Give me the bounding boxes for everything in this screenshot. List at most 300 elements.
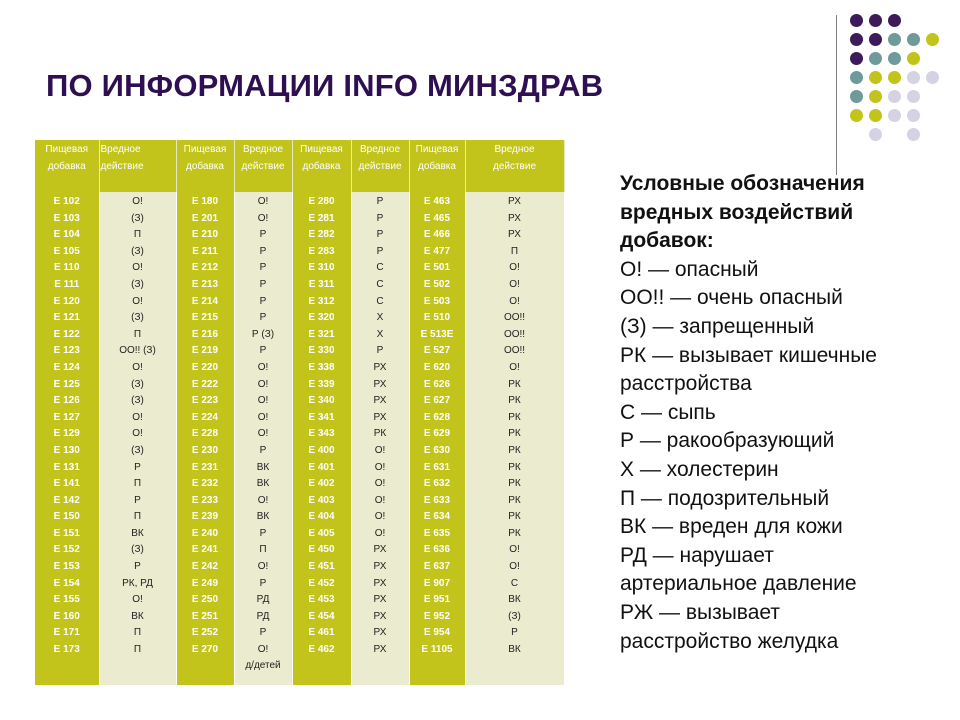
additive-code-cell: Е 122: [35, 327, 99, 344]
harm-effect-cell: Х: [351, 327, 409, 344]
harm-effect-cell: (З): [99, 377, 176, 394]
harm-effect-cell: РХ: [351, 642, 409, 685]
additive-code-cell: Е 228: [176, 426, 234, 443]
additive-code-cell: Е 222: [176, 377, 234, 394]
legend-heading: Условные обозначения: [620, 172, 865, 195]
harm-effect-cell: (З): [99, 277, 176, 294]
harm-effect-cell: РК: [465, 509, 564, 526]
decor-dot: [888, 109, 901, 122]
header-cell-additive: Пищевая добавка: [292, 140, 351, 192]
additive-code-cell: Е 502: [409, 277, 465, 294]
harm-effect-cell: РХ: [465, 192, 564, 211]
harm-effect-cell: О!: [465, 260, 564, 277]
harm-effect-cell: РХ: [351, 410, 409, 427]
table-row: [35, 192, 564, 211]
harm-effect-cell: ОО!!: [465, 310, 564, 327]
table-row: [35, 542, 564, 559]
decor-dot: [888, 71, 901, 84]
harm-effect-cell: Р: [234, 576, 292, 593]
harm-effect-cell: С: [351, 260, 409, 277]
harm-effect-cell: (З): [99, 244, 176, 261]
legend-item: О! — опасный: [620, 257, 759, 281]
additive-code-cell: Е 223: [176, 393, 234, 410]
additive-code-cell: Е 907: [409, 576, 465, 593]
harm-effect-cell: О!: [234, 559, 292, 576]
harm-effect-cell: РК: [465, 526, 564, 543]
additive-code-cell: Е 282: [292, 227, 351, 244]
additive-code-cell: Е 501: [409, 260, 465, 277]
additive-code-cell: Е 463: [409, 192, 465, 211]
harm-effect-cell: (З): [99, 393, 176, 410]
harm-effect-cell: Р: [234, 260, 292, 277]
harm-effect-cell: Р: [99, 460, 176, 477]
table-row: [35, 460, 564, 477]
header-cell-effect: Вредное действие: [234, 140, 292, 192]
additive-code-cell: Е 401: [292, 460, 351, 477]
additive-code-cell: Е 151: [35, 526, 99, 543]
table-row: [35, 609, 564, 626]
additive-code-cell: Е 450: [292, 542, 351, 559]
harm-effect-cell: РК: [465, 410, 564, 427]
additive-code-cell: Е 152: [35, 542, 99, 559]
additive-code-cell: Е 214: [176, 294, 234, 311]
additives-table: [35, 140, 565, 685]
harm-effect-cell: Р: [234, 343, 292, 360]
table-header-row: [35, 140, 564, 192]
harm-effect-cell: РХ: [351, 542, 409, 559]
additive-code-cell: Е 250: [176, 592, 234, 609]
harm-effect-cell: О!: [465, 360, 564, 377]
table-row: [35, 343, 564, 360]
harm-effect-cell: ВК: [99, 526, 176, 543]
harm-effect-cell: РХ: [351, 576, 409, 593]
additive-code-cell: Е 270: [176, 642, 234, 685]
additive-code-cell: Е 466: [409, 227, 465, 244]
additive-code-cell: Е 405: [292, 526, 351, 543]
harm-effect-cell: О!: [465, 277, 564, 294]
harm-effect-cell: РК: [465, 460, 564, 477]
legend-item: РК — вызывает кишечные: [620, 343, 877, 367]
harm-effect-cell: РХ: [351, 592, 409, 609]
additive-code-cell: Е 452: [292, 576, 351, 593]
decor-dot: [850, 52, 863, 65]
table-row: [35, 227, 564, 244]
additive-code-cell: Е 634: [409, 509, 465, 526]
harm-effect-cell: РХ: [351, 559, 409, 576]
additive-code-cell: Е 249: [176, 576, 234, 593]
harm-effect-cell: Р: [234, 310, 292, 327]
harm-effect-cell: Р: [234, 294, 292, 311]
harm-effect-cell: РК: [465, 377, 564, 394]
additive-code-cell: Е 629: [409, 426, 465, 443]
harm-effect-cell: О!: [234, 493, 292, 510]
harm-effect-cell: (З): [99, 542, 176, 559]
additive-code-cell: Е 130: [35, 443, 99, 460]
additive-code-cell: Е 180: [176, 192, 234, 211]
harm-effect-cell: П: [99, 327, 176, 344]
harm-effect-cell: Р: [234, 227, 292, 244]
additive-code-cell: Е 343: [292, 426, 351, 443]
harm-effect-cell: О!: [99, 260, 176, 277]
additive-code-cell: Е 155: [35, 592, 99, 609]
harm-effect-cell: Р: [234, 625, 292, 642]
harm-effect-cell: РК: [465, 393, 564, 410]
additive-code-cell: Е 461: [292, 625, 351, 642]
harm-effect-cell: О!: [351, 493, 409, 510]
harm-effect-cell: О!: [351, 476, 409, 493]
decor-dot: [907, 52, 920, 65]
harm-effect-cell: (З): [465, 609, 564, 626]
additive-code-cell: Е 219: [176, 343, 234, 360]
additive-code-cell: Е 340: [292, 393, 351, 410]
harm-effect-cell: С: [351, 277, 409, 294]
additive-code-cell: Е 626: [409, 377, 465, 394]
harm-effect-cell: РХ: [351, 625, 409, 642]
harm-effect-cell: П: [234, 542, 292, 559]
additive-code-cell: Е 510: [409, 310, 465, 327]
additive-code-cell: Е 124: [35, 360, 99, 377]
additive-code-cell: Е 453: [292, 592, 351, 609]
harm-effect-cell: ОО!!: [465, 343, 564, 360]
harm-effect-cell: ВК: [234, 476, 292, 493]
decor-dot: [888, 52, 901, 65]
table-row: [35, 393, 564, 410]
additive-code-cell: Е 171: [35, 625, 99, 642]
legend-item: (З) — запрещенный: [620, 314, 815, 338]
harm-effect-cell: Р: [465, 625, 564, 642]
decor-dot: [869, 90, 882, 103]
harm-effect-cell: Р: [351, 244, 409, 261]
table-row: [35, 310, 564, 327]
additive-code-cell: Е 280: [292, 192, 351, 211]
additive-code-cell: Е 341: [292, 410, 351, 427]
harm-effect-cell: (З): [99, 310, 176, 327]
legend-item: Р — ракообразующий: [620, 429, 835, 453]
additive-code-cell: Е 153: [35, 559, 99, 576]
harm-effect-cell: РХ: [465, 227, 564, 244]
additive-code-cell: Е 283: [292, 244, 351, 261]
harm-effect-cell: О!: [465, 542, 564, 559]
table-row: [35, 327, 564, 344]
legend-item: С — сыпь: [620, 400, 716, 424]
additive-code-cell: Е 173: [35, 642, 99, 685]
harm-effect-cell: О!: [99, 294, 176, 311]
harm-effect-cell: О!: [234, 360, 292, 377]
additive-code-cell: Е 513Е: [409, 327, 465, 344]
decor-dot: [888, 33, 901, 46]
harm-effect-cell: П: [99, 227, 176, 244]
additive-code-cell: Е 230: [176, 443, 234, 460]
harm-effect-cell: РХ: [351, 609, 409, 626]
additive-code-cell: Е 632: [409, 476, 465, 493]
harm-effect-cell: РХ: [351, 360, 409, 377]
decor-dot: [907, 71, 920, 84]
table-row: [35, 509, 564, 526]
additive-code-cell: Е 404: [292, 509, 351, 526]
table-row: [35, 377, 564, 394]
harm-effect-cell: ВК: [234, 509, 292, 526]
harm-effect-cell: Р: [234, 244, 292, 261]
harm-effect-cell: (З): [99, 211, 176, 228]
additive-code-cell: Е 311: [292, 277, 351, 294]
legend-panel: [620, 170, 955, 656]
harm-effect-cell: ВК: [234, 460, 292, 477]
harm-effect-cell: О!: [99, 192, 176, 211]
table-row: [35, 277, 564, 294]
additive-code-cell: Е 954: [409, 625, 465, 642]
additive-code-cell: Е 402: [292, 476, 351, 493]
header-cell-effect: Вредное действие: [351, 140, 409, 192]
additive-code-cell: Е 312: [292, 294, 351, 311]
table-row: [35, 244, 564, 261]
additive-code-cell: Е 951: [409, 592, 465, 609]
header-cell-effect: Вредное действие: [465, 140, 564, 192]
additive-code-cell: Е 220: [176, 360, 234, 377]
legend-heading: вредных воздействий: [620, 200, 854, 224]
additive-code-cell: Е 330: [292, 343, 351, 360]
additive-code-cell: Е 142: [35, 493, 99, 510]
page-title: ПО ИНФОРМАЦИИ INFO МИНЗДРАВ: [46, 68, 604, 103]
table-row: [35, 625, 564, 642]
decor-dot: [850, 71, 863, 84]
table-row: [35, 493, 564, 510]
table-row: [35, 360, 564, 377]
additive-code-cell: Е 154: [35, 576, 99, 593]
header-cell-additive: Пищевая добавка: [176, 140, 234, 192]
table-body: [35, 192, 564, 685]
harm-effect-cell: ВК: [99, 609, 176, 626]
harm-effect-cell: П: [99, 642, 176, 685]
harm-effect-cell: РХ: [465, 211, 564, 228]
additive-code-cell: Е 104: [35, 227, 99, 244]
harm-effect-cell: О!: [465, 559, 564, 576]
decor-dot: [869, 128, 882, 141]
decor-dot: [926, 71, 939, 84]
table-row: [35, 526, 564, 543]
harm-effect-cell: РД: [234, 609, 292, 626]
harm-effect-cell: П: [465, 244, 564, 261]
additive-code-cell: Е 240: [176, 526, 234, 543]
legend-item: ОО!! — очень опасный: [620, 286, 843, 310]
harm-effect-cell: О!: [351, 509, 409, 526]
additive-code-cell: Е 637: [409, 559, 465, 576]
additive-code-cell: Е 627: [409, 393, 465, 410]
additive-code-cell: Е 320: [292, 310, 351, 327]
additive-code-cell: Е 628: [409, 410, 465, 427]
harm-effect-cell: Р: [351, 192, 409, 211]
additive-code-cell: Е 477: [409, 244, 465, 261]
table-row: [35, 576, 564, 593]
additive-code-cell: Е 952: [409, 609, 465, 626]
decor-dot: [907, 128, 920, 141]
table-row: [35, 443, 564, 460]
additive-code-cell: Е 403: [292, 493, 351, 510]
decor-dot: [907, 33, 920, 46]
additive-code-cell: Е 462: [292, 642, 351, 685]
harm-effect-cell: РД: [234, 592, 292, 609]
additive-code-cell: Е 454: [292, 609, 351, 626]
additive-code-cell: Е 127: [35, 410, 99, 427]
additive-code-cell: Е 631: [409, 460, 465, 477]
additive-code-cell: Е 239: [176, 509, 234, 526]
harm-effect-cell: ВК: [465, 592, 564, 609]
additive-code-cell: Е 123: [35, 343, 99, 360]
additive-code-cell: Е 103: [35, 211, 99, 228]
additive-code-cell: Е 310: [292, 260, 351, 277]
harm-effect-cell: О!: [234, 426, 292, 443]
additive-code-cell: Е 231: [176, 460, 234, 477]
legend-item: Х — холестерин: [620, 457, 779, 481]
harm-effect-cell: О!: [99, 360, 176, 377]
legend-item: артериальное давление: [620, 572, 857, 596]
additive-code-cell: Е 131: [35, 460, 99, 477]
additive-code-cell: Е 503: [409, 294, 465, 311]
header-cell-additive: Пищевая добавка: [409, 140, 465, 192]
additive-code-cell: Е 630: [409, 443, 465, 460]
harm-effect-cell: Р: [351, 211, 409, 228]
additive-code-cell: Е 636: [409, 542, 465, 559]
harm-effect-cell: РХ: [351, 377, 409, 394]
harm-effect-cell: П: [99, 625, 176, 642]
additive-code-cell: Е 201: [176, 211, 234, 228]
harm-effect-cell: Р: [351, 343, 409, 360]
additive-code-cell: Е 241: [176, 542, 234, 559]
table-row: [35, 211, 564, 228]
decor-dot: [926, 33, 939, 46]
additive-code-cell: Е 1105: [409, 642, 465, 685]
harm-effect-cell: П: [99, 476, 176, 493]
legend-item: РЖ — вызывает: [620, 600, 781, 624]
additive-code-cell: Е 451: [292, 559, 351, 576]
harm-effect-cell: О!: [99, 426, 176, 443]
harm-effect-cell: РК: [465, 426, 564, 443]
additive-code-cell: Е 400: [292, 443, 351, 460]
additive-code-cell: Е 120: [35, 294, 99, 311]
decor-dot: [907, 90, 920, 103]
additives-table-container: [35, 140, 564, 685]
decor-dot: [850, 33, 863, 46]
harm-effect-cell: О!: [99, 410, 176, 427]
decor-dot: [850, 14, 863, 27]
harm-effect-cell: ОО!!: [465, 327, 564, 344]
harm-effect-cell: Р: [234, 277, 292, 294]
legend-list: [620, 256, 955, 656]
legend-heading: добавок:: [620, 229, 714, 253]
additive-code-cell: Е 281: [292, 211, 351, 228]
header-cell-effect: Вредное действие: [99, 140, 176, 192]
additive-code-cell: Е 111: [35, 277, 99, 294]
harm-effect-cell: РК, РД: [99, 576, 176, 593]
table-row: [35, 294, 564, 311]
additive-code-cell: Е 339: [292, 377, 351, 394]
decor-dot: [888, 90, 901, 103]
decor-dot: [869, 14, 882, 27]
harm-effect-cell: О!: [234, 377, 292, 394]
additive-code-cell: Е 213: [176, 277, 234, 294]
decor-dot: [888, 14, 901, 27]
additive-code-cell: Е 232: [176, 476, 234, 493]
decor-dot: [869, 33, 882, 46]
additive-code-cell: Е 242: [176, 559, 234, 576]
decor-dot: [869, 109, 882, 122]
additive-code-cell: Е 129: [35, 426, 99, 443]
harm-effect-cell: Х: [351, 310, 409, 327]
legend-item: ВК — вреден для кожи: [620, 515, 843, 539]
decor-dot: [850, 109, 863, 122]
additive-code-cell: Е 633: [409, 493, 465, 510]
harm-effect-cell: О!: [234, 393, 292, 410]
additive-code-cell: Е 216: [176, 327, 234, 344]
harm-effect-cell: (З): [99, 443, 176, 460]
harm-effect-cell: Р (З): [234, 327, 292, 344]
decor-dot: [869, 52, 882, 65]
harm-effect-cell: О!: [351, 460, 409, 477]
harm-effect-cell: ОО!! (З): [99, 343, 176, 360]
harm-effect-cell: О!: [99, 592, 176, 609]
harm-effect-cell: О! д/детей: [234, 642, 292, 685]
decor-dot: [869, 71, 882, 84]
harm-effect-cell: Р: [99, 493, 176, 510]
decor-dot: [907, 109, 920, 122]
table-row: [35, 260, 564, 277]
additive-code-cell: Е 252: [176, 625, 234, 642]
additive-code-cell: Е 150: [35, 509, 99, 526]
table-row: [35, 592, 564, 609]
legend-item: П — подозрительный: [620, 486, 830, 510]
table-row: [35, 426, 564, 443]
additive-code-cell: Е 110: [35, 260, 99, 277]
additive-code-cell: Е 321: [292, 327, 351, 344]
harm-effect-cell: Р: [234, 443, 292, 460]
additive-code-cell: Е 620: [409, 360, 465, 377]
table-row: [35, 410, 564, 427]
legend-item: расстройства: [620, 372, 752, 396]
table-row: [35, 476, 564, 493]
additive-code-cell: Е 125: [35, 377, 99, 394]
additive-code-cell: Е 210: [176, 227, 234, 244]
harm-effect-cell: Р: [234, 526, 292, 543]
harm-effect-cell: Р: [99, 559, 176, 576]
additive-code-cell: Е 126: [35, 393, 99, 410]
additive-code-cell: Е 211: [176, 244, 234, 261]
harm-effect-cell: О!: [234, 192, 292, 211]
additive-code-cell: Е 224: [176, 410, 234, 427]
additive-code-cell: Е 465: [409, 211, 465, 228]
decor-dot-grid: [850, 14, 950, 154]
additive-code-cell: Е 212: [176, 260, 234, 277]
harm-effect-cell: С: [465, 576, 564, 593]
additive-code-cell: Е 233: [176, 493, 234, 510]
additive-code-cell: Е 251: [176, 609, 234, 626]
additive-code-cell: Е 338: [292, 360, 351, 377]
harm-effect-cell: РК: [465, 493, 564, 510]
table-row: [35, 642, 564, 685]
decor-divider-line: [836, 15, 837, 175]
additive-code-cell: Е 635: [409, 526, 465, 543]
additive-code-cell: Е 141: [35, 476, 99, 493]
additive-code-cell: Е 105: [35, 244, 99, 261]
harm-effect-cell: ВК: [465, 642, 564, 685]
harm-effect-cell: О!: [234, 410, 292, 427]
harm-effect-cell: П: [99, 509, 176, 526]
harm-effect-cell: РК: [351, 426, 409, 443]
additive-code-cell: Е 215: [176, 310, 234, 327]
harm-effect-cell: РХ: [351, 393, 409, 410]
header-cell-additive: Пищевая добавка: [35, 140, 99, 192]
harm-effect-cell: РК: [465, 476, 564, 493]
additive-code-cell: Е 160: [35, 609, 99, 626]
harm-effect-cell: Р: [351, 227, 409, 244]
